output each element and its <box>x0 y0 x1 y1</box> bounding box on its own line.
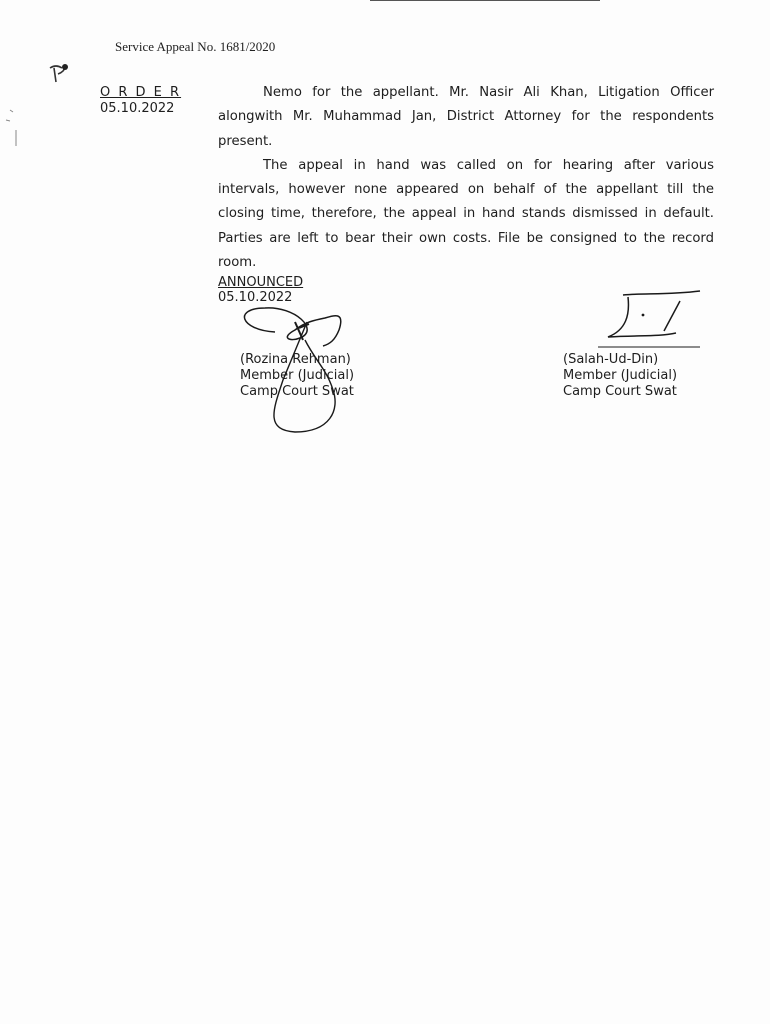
announced-date: 05.10.2022 <box>218 290 293 305</box>
scan-mark-icon <box>44 60 74 90</box>
signatory-designation: Member (Judicial) <box>563 368 678 383</box>
order-paragraph-2: The appeal in hand was called on for hearing after various intervals, however none appeared on behalf of the appellant till the closing time, therefore, the appeal in hand stands dismissed in default. Parties are left to bear their own costs. File be consigned to the record room. <box>218 157 714 271</box>
signatory-designation: Member (Judicial) <box>240 368 355 383</box>
order-body <box>218 81 714 275</box>
order-paragraph-1: Nemo for the appellant. Mr. Nasir Ali Khan, Litigation Officer alongwith Mr. Muhammad Jan, District Attorney for the respondents present. <box>218 85 714 149</box>
signatory-left <box>240 352 354 400</box>
order-heading: O R D E R <box>100 85 182 100</box>
signatory-location: Camp Court Swat <box>563 384 677 399</box>
announced-label: ANNOUNCED <box>218 275 304 290</box>
signatory-name: (Salah-Ud-Din) <box>563 352 659 367</box>
signatory-location: Camp Court Swat <box>240 384 354 399</box>
signatory-name: (Rozina Rehman) <box>240 352 351 367</box>
scan-speck-icon <box>2 100 26 150</box>
signature-right-icon <box>588 285 708 355</box>
top-rule <box>370 0 600 1</box>
signatory-right <box>563 352 677 400</box>
order-date: 05.10.2022 <box>100 101 175 116</box>
case-title: Service Appeal No. 1681/2020 <box>115 39 276 54</box>
